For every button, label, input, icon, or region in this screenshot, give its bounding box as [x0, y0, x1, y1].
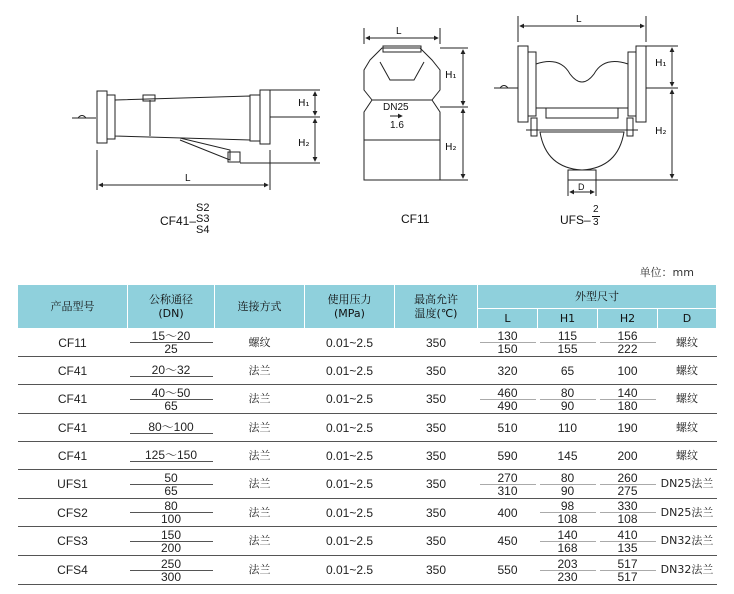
cell-temp: 350 — [395, 470, 478, 499]
header-dn — [128, 285, 215, 329]
ufs-dim-h2: H₂ — [655, 126, 667, 137]
cell-L-line: 590 — [497, 448, 518, 463]
cell-temp: 350 — [395, 385, 478, 414]
cell-pressure: 0.01~2.5 — [305, 499, 395, 527]
cell-dn-line: 65 — [164, 483, 178, 498]
cf11-caption: CF11 — [401, 212, 430, 226]
cell-H1 — [538, 556, 598, 585]
cell-D: 螺纹 — [658, 357, 717, 385]
cell-dn — [128, 527, 215, 556]
header-dn-line2: (DN) — [158, 306, 184, 320]
cell-H2-line: 135 — [617, 540, 638, 555]
cell-connection: 法兰 — [215, 385, 305, 414]
cell-pressure: 0.01~2.5 — [305, 329, 395, 357]
cell-dn — [128, 470, 215, 499]
cell-dn-line: 200 — [160, 540, 182, 555]
cell-H2-line: 260 — [600, 472, 656, 485]
ufs-caption — [560, 204, 620, 234]
ufs-caption-numerator: 2 — [593, 204, 599, 215]
header-d: D — [658, 309, 717, 329]
cell-D: DN32法兰 — [658, 556, 717, 585]
cell-L-line: 130 — [480, 330, 536, 343]
cell-dn — [128, 556, 215, 585]
cell-model: UFS1 — [18, 470, 128, 499]
cell-model: CF41 — [18, 414, 128, 442]
table-row — [18, 357, 717, 385]
cell-D: 螺纹 — [658, 329, 717, 357]
cell-H1-line: 110 — [557, 420, 578, 435]
spec-table-body — [18, 329, 717, 585]
cell-temp: 350 — [395, 556, 478, 585]
cell-dn-line: 100 — [160, 512, 182, 526]
spec-table — [17, 284, 717, 585]
cell-L — [478, 357, 538, 385]
cell-temp: 350 — [395, 357, 478, 385]
cell-H1 — [538, 499, 598, 527]
cell-dn — [128, 385, 215, 414]
cell-H2-line: 410 — [600, 529, 656, 542]
cell-dn — [128, 329, 215, 357]
cell-dn-line: 15～20 — [130, 330, 213, 343]
cell-connection: 法兰 — [215, 527, 305, 556]
cell-dn-line: 250 — [130, 558, 213, 571]
cf11-dim-h2: H₂ — [445, 142, 457, 153]
cell-L — [478, 442, 538, 470]
cell-temp: 350 — [395, 527, 478, 556]
cell-dn — [128, 499, 215, 527]
cell-H1 — [538, 329, 598, 357]
cell-H2-line: 275 — [617, 483, 638, 498]
cell-model: CF41 — [18, 385, 128, 414]
header-model: 产品型号 — [18, 285, 128, 329]
cf41-variant-s3: S3 — [196, 213, 210, 225]
cell-L — [478, 414, 538, 442]
cell-model: CFS2 — [18, 499, 128, 527]
cell-L-line: 270 — [480, 472, 536, 485]
cell-H2 — [598, 527, 658, 556]
cell-model: CF11 — [18, 329, 128, 357]
cell-connection: 法兰 — [215, 357, 305, 385]
cell-L — [478, 556, 538, 585]
cell-H2-line: 190 — [617, 420, 638, 435]
cell-D: 螺纹 — [658, 442, 717, 470]
cell-H2 — [598, 499, 658, 527]
cf11-inner-pressure: 1.6 — [390, 120, 404, 131]
cell-L-line: 150 — [497, 342, 518, 356]
table-row — [18, 556, 717, 585]
cell-H1-line: 80 — [540, 472, 596, 485]
header-connection: 连接方式 — [215, 285, 305, 329]
cell-H2-line: 108 — [617, 512, 638, 526]
cell-H2-line: 156 — [600, 330, 656, 343]
cell-H2-line: 100 — [617, 363, 638, 378]
cell-H2 — [598, 357, 658, 385]
header-dims: 外型尺寸 — [478, 285, 717, 309]
table-row — [18, 499, 717, 527]
cell-H1 — [538, 357, 598, 385]
cf41-caption-prefix: CF41– — [160, 214, 197, 228]
table-row — [18, 442, 717, 470]
cell-dn-line: 50 — [130, 472, 213, 485]
header-temp-line1: 最高允许 — [414, 292, 458, 306]
ufs-dim-l: L — [576, 14, 582, 25]
cell-L — [478, 527, 538, 556]
cell-L — [478, 499, 538, 527]
cell-H1-line: 115 — [540, 330, 596, 343]
cell-dn-line: 40～50 — [130, 387, 213, 400]
cell-D: DN32法兰 — [658, 527, 717, 556]
cell-pressure: 0.01~2.5 — [305, 527, 395, 556]
header-h2: H2 — [598, 309, 658, 329]
cell-H2-line: 180 — [617, 398, 638, 413]
cell-dn-line: 300 — [160, 569, 182, 584]
cell-H1-line: 168 — [557, 540, 578, 555]
cf41-dim-h2: H₂ — [298, 138, 310, 149]
table-row — [18, 470, 717, 499]
cf11-inner-dn: DN25 — [383, 102, 409, 113]
cell-dn-line: 80～100 — [130, 421, 213, 434]
header-pressure-line2: (MPa) — [334, 306, 365, 320]
cell-H1-line: 140 — [540, 529, 596, 542]
ufs-caption-denominator: 3 — [593, 217, 599, 228]
cell-L-line: 320 — [497, 363, 518, 378]
cf41-caption — [160, 202, 240, 242]
cell-dn-line: 150 — [130, 529, 213, 542]
cf41-dim-h1: H₁ — [298, 98, 310, 109]
cell-H2 — [598, 385, 658, 414]
cf11-dim-h1: H₁ — [445, 70, 457, 81]
cell-H2 — [598, 470, 658, 499]
cell-H1-line: 65 — [560, 363, 575, 378]
cell-connection: 法兰 — [215, 414, 305, 442]
table-row — [18, 385, 717, 414]
table-row — [18, 414, 717, 442]
cf41-variant-s4: S4 — [196, 224, 210, 236]
cell-D: 螺纹 — [658, 414, 717, 442]
cell-H2 — [598, 556, 658, 585]
header-dn-line1: 公称通径 — [149, 292, 193, 306]
cell-L-line: 450 — [497, 534, 518, 548]
cell-pressure: 0.01~2.5 — [305, 556, 395, 585]
cell-H2 — [598, 442, 658, 470]
cell-dn — [128, 442, 215, 470]
cell-H2-line: 517 — [617, 569, 638, 584]
cell-H1-line: 90 — [560, 483, 575, 498]
cell-connection: 法兰 — [215, 499, 305, 527]
cell-pressure: 0.01~2.5 — [305, 385, 395, 414]
cell-L-line: 490 — [497, 398, 518, 413]
cell-H1-line: 155 — [557, 342, 578, 356]
cell-L-line: 310 — [497, 483, 518, 498]
ufs-drawing — [494, 16, 678, 196]
cell-H1 — [538, 470, 598, 499]
cell-L — [478, 470, 538, 499]
cell-L-line: 400 — [497, 505, 518, 520]
cell-H1-line: 108 — [557, 512, 578, 526]
cell-connection: 法兰 — [215, 442, 305, 470]
cell-pressure: 0.01~2.5 — [305, 470, 395, 499]
cell-dn-line: 65 — [164, 398, 178, 413]
cell-dn-line: 125～150 — [130, 449, 213, 462]
cell-dn — [128, 414, 215, 442]
cf41-drawing — [72, 90, 320, 190]
cf41-variant-s2: S2 — [196, 202, 210, 214]
cell-H1-line: 98 — [540, 500, 596, 513]
cell-H2 — [598, 329, 658, 357]
header-pressure — [305, 285, 395, 329]
cell-H2-line: 330 — [600, 500, 656, 513]
cell-H1-line: 230 — [557, 569, 578, 584]
cell-connection: 螺纹 — [215, 329, 305, 357]
cell-D: DN25法兰 — [658, 499, 717, 527]
cell-H1 — [538, 385, 598, 414]
header-l: L — [478, 309, 538, 329]
cell-pressure: 0.01~2.5 — [305, 442, 395, 470]
cell-H2 — [598, 414, 658, 442]
cell-L — [478, 329, 538, 357]
cell-model: CFS4 — [18, 556, 128, 585]
ufs-dim-h1: H₁ — [655, 58, 667, 69]
cell-L — [478, 385, 538, 414]
cell-connection: 法兰 — [215, 470, 305, 499]
cell-model: CF41 — [18, 357, 128, 385]
cell-temp: 350 — [395, 499, 478, 527]
table-row — [18, 527, 717, 556]
ufs-dim-d: D — [578, 182, 585, 192]
cell-dn — [128, 357, 215, 385]
cell-H2-line: 222 — [617, 342, 638, 356]
technical-drawings — [0, 0, 734, 280]
cell-H1 — [538, 442, 598, 470]
cell-H1 — [538, 527, 598, 556]
cell-H2-line: 140 — [600, 387, 656, 400]
ufs-caption-prefix: UFS– — [560, 213, 591, 227]
cell-D: DN25法兰 — [658, 470, 717, 499]
cell-L-line: 550 — [497, 563, 518, 577]
cell-H1-line: 145 — [557, 448, 578, 463]
cell-L-line: 510 — [497, 420, 518, 435]
cell-H2-line: 517 — [600, 558, 656, 571]
cell-pressure: 0.01~2.5 — [305, 357, 395, 385]
cell-temp: 350 — [395, 414, 478, 442]
cell-H1 — [538, 414, 598, 442]
cell-dn-line: 25 — [164, 342, 178, 356]
cf11-drawing — [364, 28, 468, 180]
cell-H1-line: 203 — [540, 558, 596, 571]
header-temp — [395, 285, 478, 329]
header-temp-line2: 温度(℃) — [414, 306, 458, 320]
cell-L-line: 460 — [480, 387, 536, 400]
table-row — [18, 329, 717, 357]
cell-pressure: 0.01~2.5 — [305, 414, 395, 442]
cf41-dim-l: L — [185, 173, 191, 184]
header-pressure-line1: 使用压力 — [327, 292, 372, 306]
cell-temp: 350 — [395, 329, 478, 357]
cell-dn-line: 80 — [130, 500, 213, 513]
unit-label: 单位：mm — [639, 266, 694, 279]
header-h1: H1 — [538, 309, 598, 329]
cell-connection: 法兰 — [215, 556, 305, 585]
cell-dn-line: 20～32 — [130, 364, 213, 377]
cell-model: CF41 — [18, 442, 128, 470]
cf11-dim-l: L — [396, 26, 402, 37]
cell-temp: 350 — [395, 442, 478, 470]
cell-model: CFS3 — [18, 527, 128, 556]
cell-H1-line: 90 — [560, 398, 575, 413]
cell-H2-line: 200 — [617, 448, 638, 463]
cell-D: 螺纹 — [658, 385, 717, 414]
cell-H1-line: 80 — [540, 387, 596, 400]
